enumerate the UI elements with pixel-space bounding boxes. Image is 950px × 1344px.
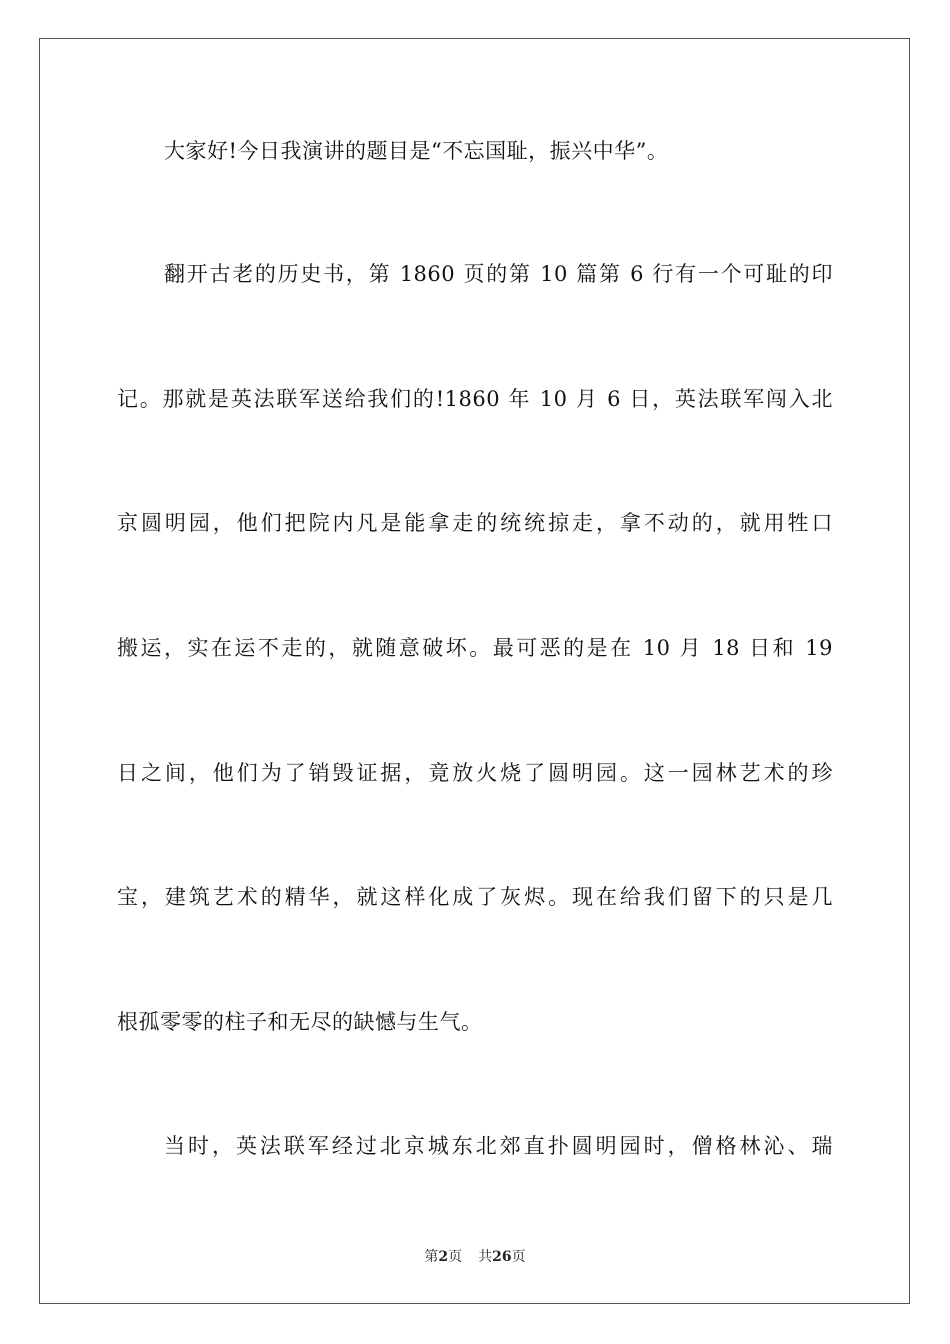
page-border <box>39 38 910 1304</box>
paragraph-line: 根孤零零的柱子和无尽的缺憾与生气。 <box>117 1010 483 1034</box>
paragraph-line: 搬运，实在运不走的，就随意破坏。最可恶的是在 10 月 18 日和 19 <box>117 636 833 660</box>
page-prefix: 第 <box>424 1249 439 1265</box>
total-pages: 26 <box>492 1249 512 1265</box>
total-suffix: 页 <box>511 1249 526 1265</box>
paragraph-line: 当时，英法联军经过北京城东北郊直扑圆明园时，僧格林沁、瑞 <box>164 1134 833 1158</box>
paragraph-line: 京圆明园，他们把院内凡是能拿走的统统掠走，拿不动的，就用牲口 <box>117 511 833 535</box>
paragraph-line: 日之间，他们为了销毁证据，竟放火烧了圆明园。这一园林艺术的珍 <box>117 761 833 785</box>
paragraph-line: 宝，建筑艺术的精华，就这样化成了灰烬。现在给我们留下的只是几 <box>117 885 833 909</box>
paragraph-line: 大家好!今日我演讲的题目是“不忘国耻，振兴中华”。 <box>164 139 669 163</box>
page-suffix: 页 <box>448 1249 463 1265</box>
page-footer <box>0 1248 950 1266</box>
paragraph-line: 翻开古老的历史书，第 1860 页的第 10 篇第 6 行有一个可耻的印 <box>164 262 833 286</box>
page-number: 2 <box>438 1249 449 1265</box>
paragraph-line: 记。那就是英法联军送给我们的!1860 年 10 月 6 日，英法联军闯入北 <box>117 387 833 411</box>
total-prefix: 共 <box>478 1249 493 1265</box>
